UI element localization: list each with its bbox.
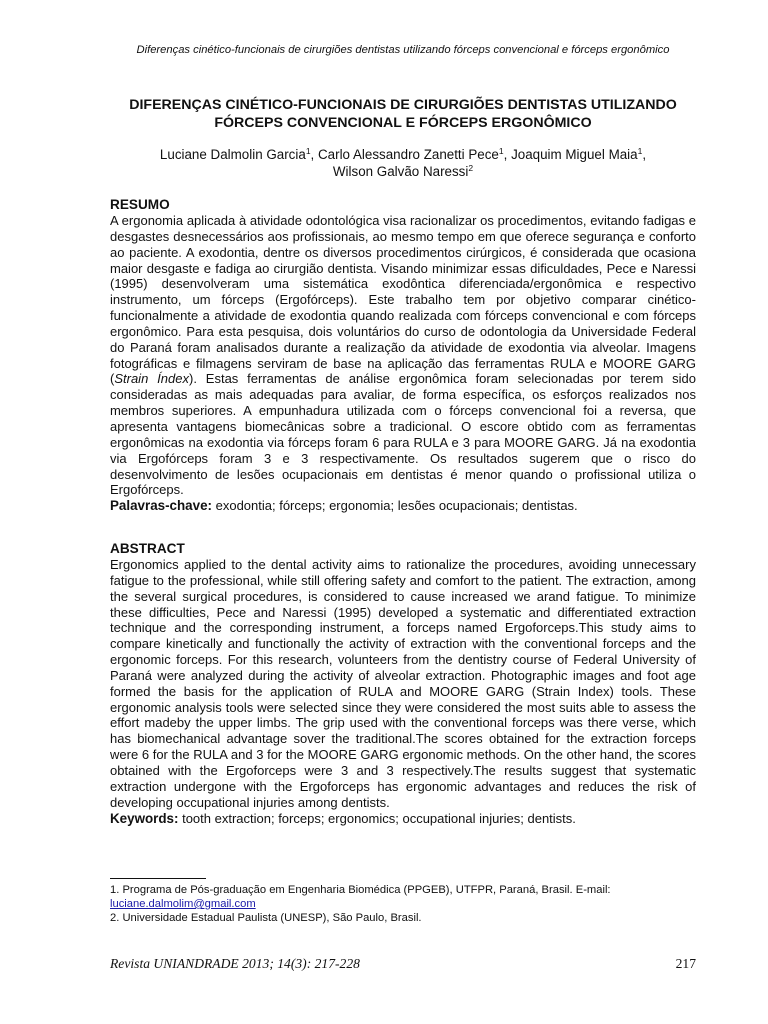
- author-affiliation-marker: 1: [498, 146, 504, 156]
- abstract-text: Ergonomics applied to the dental activity aims to rationalize the procedures, avoiding unnecessary fatigue to the professional, while still offering safety and comfort to the patient. The extraction, among the several surgical procedures, is considered to cause increased we arand fatigue. To minimize these difficulties, Pece and Naressi (1995) developed a systematic and differentiated extraction technique and the corresponding instrument, a forceps named Ergoforceps.This study aims to compare kinetically and functionally the activity of extraction with the conventional forceps and the ergonomic forceps. For this research, volunteers from the dentistry course of Federal University of Paraná were analyzed during the activity of alveolar extraction. Photographic images and foot age formed the basis for the application of RULA and MOORE GARG (Strain Index) tools. These ergonomic analysis tools were selected since they were considered the most suits able to assess the effort madeby the upper limbs. The grip used with the conventional forceps was there verse, which has biomechanical advantage sover the traditional.The scores obtained for the extraction forceps were 6 for the RULA and 3 for the MOORE GARG ergonomic methods. On the other hand, the scores obtained with the Ergoforceps were 3 and 3 respectively.The results suggest that systematic extraction undergone with the Ergoforceps has ergonomic advantages and reduces the risk of developing occupational injuries among dentists.: [110, 557, 696, 810]
- paper-title: DIFERENÇAS CINÉTICO-FUNCIONAIS DE CIRURGIÕES DENTISTAS UTILIZANDO FÓRCEPS CONVENCIONAL E FÓRCEPS ERGONÔMICO: [129, 97, 677, 131]
- author-affiliation-marker: 1: [305, 146, 311, 156]
- page-footer: [110, 956, 696, 974]
- author-name: Luciane Dalmolin Garcia: [159, 147, 306, 162]
- running-head: Diferenças cinético-funcionais de cirurgiões dentistas utilizando fórceps convencional e fórceps ergonômico: [136, 44, 670, 56]
- resumo-keywords: Palavras-chave: exodontia; fórceps; ergonomia; lesões ocupacionais; dentistas.: [110, 498, 578, 514]
- author-affiliation-marker: 1: [637, 146, 643, 156]
- resumo-section: [110, 196, 696, 514]
- footnote-1: 1. Programa de Pós-graduação em Engenharia Biomédica (PPGEB), UTFPR, Paraná, Brasil. E-mail: luciane.dalmolim@gmail.com: [110, 884, 611, 910]
- resumo-heading: RESUMO: [110, 197, 170, 212]
- abstract-section: [110, 540, 696, 827]
- page-number: 217: [675, 956, 696, 971]
- abstract-heading: ABSTRACT: [110, 541, 185, 556]
- keywords-label: Palavras-chave:: [110, 498, 212, 514]
- journal-citation: Revista UNIANDRADE 2013; 14(3): 217-228: [110, 956, 360, 971]
- author-name: Wilson Galvão Naressi: [332, 164, 469, 179]
- strain-index-term: Strain Índex: [114, 371, 189, 387]
- footnote-2: 2. Universidade Estadual Paulista (UNESP), São Paulo, Brasil.: [110, 912, 422, 924]
- resumo-text: A ergonomia aplicada à atividade odontológica visa racionalizar os procedimentos, evitando fadigas e desgastes desnecessários aos profissionais, ao mesmo tempo em que oferece segurança e conforto ao paciente. A exodontia, dentre os diversos procedimentos cirúrgicos, é considerada que ocasiona maior desgaste e fadiga ao cirurgião dentista. Visando minimizar essas dificuldades, Pece e Naressi (1995) desenvolveram uma sistemática exodôntica diferenciada/ergonômica e respectivo instrumento, um fórceps (Ergofórceps). Este trabalho tem por objetivo comparar cinético-funcionalmente a atividade de exodontia quando realizada com fórceps convencional e com fórceps ergonômico. Para esta pesquisa, dois voluntários do curso de odontologia da Universidade Federal do Paraná foram analisados durante a realização da atividade de exodontia via alveolar. Imagens fotográficas e filmagens serviram de base na aplicação das ferramentas RULA e MOORE GARG (Strain Índex). Estas ferramentas de análise ergonômica foram selecionadas por terem sido consideradas as mais adequadas para avaliar, de forma específica, os esforços realizados nos membros superiores. A empunhadura utilizada com o fórceps convencional foi a reversa, que apresenta vantagens biomecânicas sobre a tradicional. O escore obtido com as ferramentas ergonômicas na exodontia via fórceps foram 6 para RULA e 3 para MOORE GARG. Já na exodontia via Ergofórceps foram 3 e 3 respectivamente. Os resultados sugerem que o risco do desenvolvimento de lesões ocupacionais em dentistas é menor quando o profissional utiliza o Ergofórceps.: [110, 213, 697, 498]
- author-list: Luciane Dalmolin Garcia$^1$, Carlo Alessandro Zanetti Pece$^1$, Joaquim Miguel Maia$^1$, Wilson Galvão Naressi$^2$: [159, 146, 647, 179]
- author-name: Carlo Alessandro Zanetti Pece: [318, 147, 499, 162]
- author-name: Joaquim Miguel Maia: [511, 147, 638, 162]
- keywords-label: Keywords:: [110, 810, 179, 826]
- abstract-keywords: Keywords: tooth extraction; forceps; ergonomics; occupational injuries; dentists.: [110, 810, 576, 826]
- footnotes: [110, 883, 696, 925]
- email-link[interactable]: luciane.dalmolim@gmail.com: [110, 898, 256, 910]
- author-affiliation-marker: 2: [468, 163, 474, 173]
- footnote-divider: [110, 878, 206, 879]
